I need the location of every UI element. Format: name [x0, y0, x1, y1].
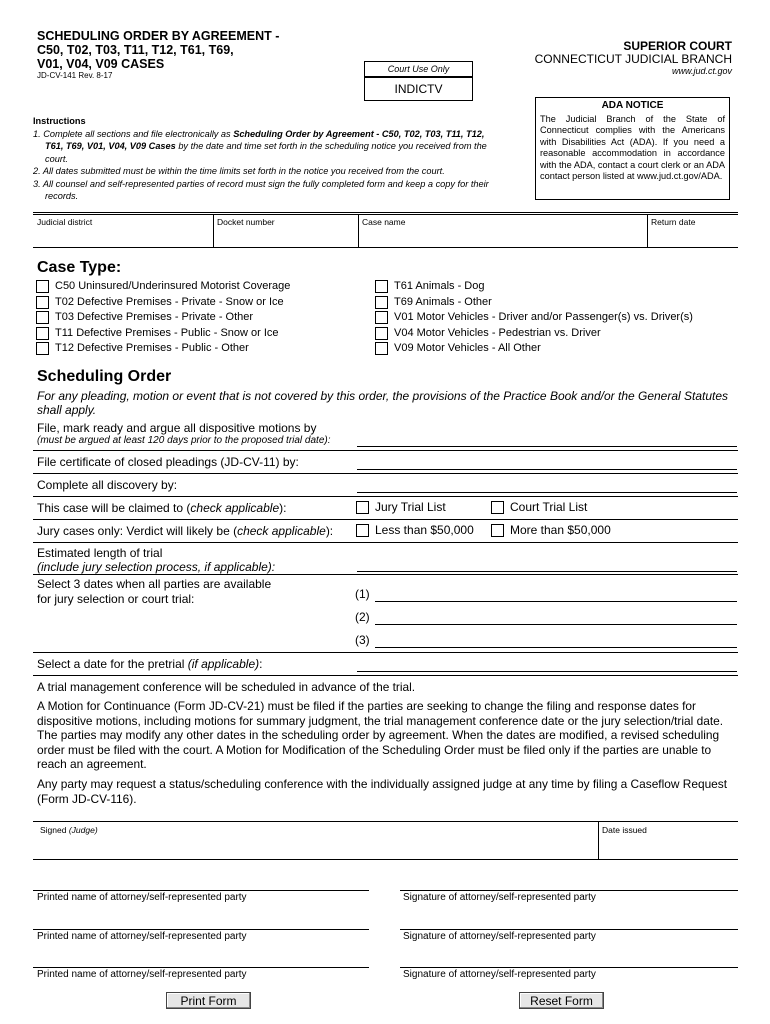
checkbox[interactable] — [491, 501, 504, 514]
date-2-label: (2) — [355, 610, 370, 624]
date-1-field[interactable] — [375, 601, 737, 602]
divider — [33, 675, 738, 676]
docket-number-field[interactable] — [216, 228, 355, 246]
print-form-button[interactable]: Print Form — [166, 992, 251, 1009]
dispositive-label: File, mark ready and argue all dispositive motions by — [37, 421, 317, 435]
closed-pleadings-label: File certificate of closed pleadings (JD-CV-11) by: — [37, 455, 299, 469]
closed-pleadings-date-field[interactable] — [357, 469, 737, 470]
date-issued-field[interactable] — [601, 836, 736, 858]
discovery-date-field[interactable] — [357, 492, 737, 493]
return-date-field[interactable] — [650, 228, 736, 246]
case-name-field[interactable] — [361, 228, 644, 246]
return-date-label: Return date — [651, 217, 696, 227]
checkbox[interactable] — [36, 342, 49, 355]
checkbox[interactable] — [375, 311, 388, 324]
case-type-option[interactable]: C50 Uninsured/Underinsured Motorist Coverage — [36, 279, 366, 295]
dispositive-note: (must be argued at least 120 days prior to the proposed trial date): — [37, 435, 331, 446]
case-type-option[interactable]: V01 Motor Vehicles - Driver and/or Passenger(s) vs. Driver(s) — [375, 310, 740, 326]
court-use-label: Court Use Only — [364, 61, 473, 77]
divider — [598, 821, 599, 859]
divider — [33, 542, 738, 543]
pretrial-date-field[interactable] — [357, 671, 737, 672]
checkbox[interactable] — [491, 524, 504, 537]
date-3-label: (3) — [355, 633, 370, 647]
claimed-label: This case will be claimed to (check applicable): — [37, 501, 287, 515]
divider — [33, 496, 738, 497]
printed-name-line-1[interactable] — [33, 890, 369, 891]
discovery-label: Complete all discovery by: — [37, 478, 178, 492]
pretrial-label: Select a date for the pretrial (if applicable): — [37, 657, 263, 671]
ada-title: ADA NOTICE — [601, 100, 664, 111]
case-type-option[interactable]: V09 Motor Vehicles - All Other — [375, 341, 740, 357]
case-type-option[interactable]: V04 Motor Vehicles - Pedestrian vs. Driver — [375, 326, 740, 342]
divider — [33, 519, 738, 520]
checkbox[interactable] — [36, 311, 49, 324]
instruction-item-2: 2. All dates submitted must be within the time limits set forth in the notice you received from the court. — [33, 166, 445, 176]
signature-label-1: Signature of attorney/self-represented party — [403, 892, 596, 903]
signature-line-2[interactable] — [400, 929, 738, 930]
judicial-district-field[interactable] — [36, 228, 210, 246]
scheduling-order-heading: Scheduling Order — [37, 368, 172, 385]
case-type-option[interactable]: T61 Animals - Dog — [375, 279, 740, 295]
court-trial-list-option[interactable]: Court Trial List — [491, 500, 587, 514]
divider — [33, 247, 738, 248]
form-title: SCHEDULING ORDER BY AGREEMENT - C50, T02, T03, T11, T12, T61, T69, V01, V04, V09 CASES — [37, 29, 280, 71]
form-number: JD-CV-141 Rev. 8-17 — [37, 71, 113, 80]
divider — [33, 652, 738, 653]
verdict-label: Jury cases only: Verdict will likely be (check applicable): — [37, 524, 334, 538]
checkbox[interactable] — [36, 296, 49, 309]
printed-name-line-3[interactable] — [33, 967, 369, 968]
checkbox[interactable] — [36, 327, 49, 340]
signature-label-2: Signature of attorney/self-represented party — [403, 931, 596, 942]
checkbox[interactable] — [36, 280, 49, 293]
checkbox[interactable] — [375, 296, 388, 309]
reset-form-button[interactable]: Reset Form — [519, 992, 604, 1009]
case-type-right-column — [375, 279, 740, 357]
date-1-label: (1) — [355, 587, 370, 601]
signed-judge-label: Signed (Judge) — [40, 825, 98, 835]
paragraph-status-conference: Any party may request a status/scheduling conference with the individually assigned judge at any time by filing a Caseflow Request (Form JD-CV-116). — [37, 777, 728, 806]
case-type-left-column — [36, 279, 366, 357]
case-type-heading: Case Type: — [37, 259, 122, 276]
scheduling-intro: For any pleading, motion or event that is not covered by this order, the provisions of the Practice Book and/or the General Statutes shall apply. — [37, 389, 729, 417]
date-2-field[interactable] — [375, 624, 737, 625]
divider — [33, 859, 738, 860]
divider — [358, 215, 359, 247]
instruction-item-3: 3. All counsel and self-represented parties of record must sign the fully completed form and keep a copy for their records. — [33, 178, 489, 201]
judge-signature-field[interactable] — [36, 836, 596, 858]
case-name-label: Case name — [362, 217, 406, 227]
case-type-option[interactable]: T03 Defective Premises - Private - Other — [36, 310, 366, 326]
signature-line-1[interactable] — [400, 890, 738, 891]
dates-label: Select 3 dates when all parties are available for jury selection or court trial: — [37, 577, 272, 606]
case-type-option[interactable]: T12 Defective Premises - Public - Other — [36, 341, 366, 357]
paragraph-continuance: A Motion for Continuance (Form JD-CV-21) must be filed if the parties are seeking to change the filing and response dates for dispositive motions, including motions for summary judgment, the trial management conference date or the jury selection/trial date. The parties may modify any other dates in the scheduling order by agreement. When the dates are modified, a revised scheduling order must be filed with the court. A Motion for Modification of the Scheduling Order must be filed only if the parties are unable to reach an agreement. — [37, 699, 724, 772]
ada-body: The Judicial Branch of the State of Connecticut complies with the Americans with Disabilities Act (ADA). If you need a reasonable accommodation in accordance with the ADA, contact a court clerk or an ADA contact person listed at www.jud.ct.gov/ADA. — [540, 113, 725, 181]
divider — [33, 473, 738, 474]
divider — [647, 215, 648, 247]
date-3-field[interactable] — [375, 647, 737, 648]
divider — [33, 450, 738, 451]
dispositive-date-field[interactable] — [357, 446, 737, 447]
checkbox[interactable] — [375, 327, 388, 340]
divider — [33, 212, 738, 215]
printed-name-line-2[interactable] — [33, 929, 369, 930]
docket-number-label: Docket number — [217, 217, 275, 227]
case-type-option[interactable]: T69 Animals - Other — [375, 295, 740, 311]
checkbox[interactable] — [375, 280, 388, 293]
printed-name-label-3: Printed name of attorney/self-represented party — [37, 969, 247, 980]
instructions-heading: Instructions — [33, 116, 86, 126]
checkbox[interactable] — [375, 342, 388, 355]
divider — [33, 821, 738, 822]
case-type-option[interactable]: T02 Defective Premises - Private - Snow or Ice — [36, 295, 366, 311]
printed-name-label-2: Printed name of attorney/self-represented party — [37, 931, 247, 942]
court-subtitle: CONNECTICUT JUDICIAL BRANCH — [534, 52, 732, 66]
instruction-item-1: 1. Complete all sections and file electronically as Scheduling Order by Agreement - C50, T02, T03, T11, T12, T61, T69, V01, V04, V09 Cases by the date and time set forth in the scheduling notice you received from the court. — [33, 128, 487, 164]
court-use-field[interactable]: INDICTV — [364, 77, 473, 101]
trial-length-note: (include jury selection process, if applicable): — [37, 560, 276, 574]
trial-length-label: Estimated length of trial — [37, 546, 163, 560]
court-website: www.jud.ct.gov — [671, 66, 732, 76]
paragraph-trial-conference: A trial management conference will be scheduled in advance of the trial. — [37, 680, 416, 694]
signature-label-3: Signature of attorney/self-represented party — [403, 969, 596, 980]
trial-length-field[interactable] — [357, 571, 737, 572]
divider — [33, 574, 738, 575]
printed-name-label-1: Printed name of attorney/self-represented party — [37, 892, 247, 903]
more-than-option[interactable]: More than $50,000 — [491, 523, 611, 537]
checkbox[interactable] — [356, 524, 369, 537]
court-title: SUPERIOR COURT — [623, 39, 732, 53]
date-issued-label: Date issued — [602, 825, 647, 835]
instructions — [33, 115, 503, 203]
less-than-option[interactable]: Less than $50,000 — [356, 523, 474, 537]
jury-trial-list-option[interactable]: Jury Trial List — [356, 500, 446, 514]
ada-notice — [535, 97, 730, 200]
checkbox[interactable] — [356, 501, 369, 514]
divider — [213, 215, 214, 247]
judicial-district-label: Judicial district — [37, 217, 93, 227]
case-type-option[interactable]: T11 Defective Premises - Public - Snow or Ice — [36, 326, 366, 342]
signature-line-3[interactable] — [400, 967, 738, 968]
